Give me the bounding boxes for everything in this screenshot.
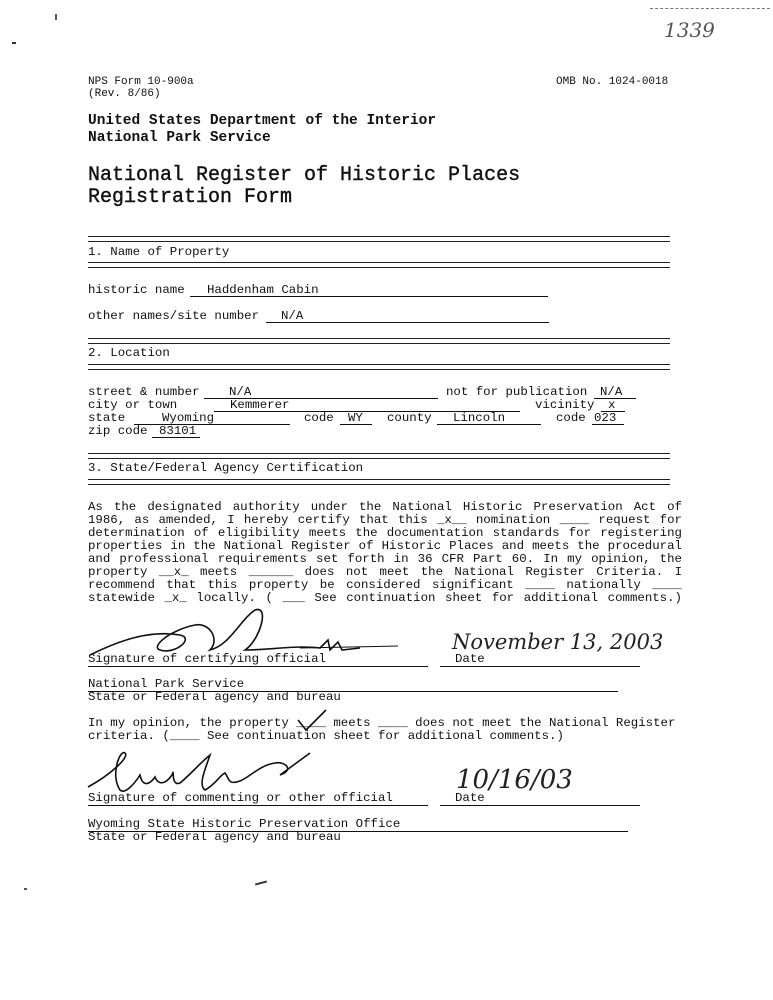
handwritten-file-number: 1339 bbox=[664, 18, 715, 42]
date2-handwritten: 10/16/03 bbox=[456, 765, 573, 795]
form-number: NPS Form 10-900a bbox=[88, 76, 194, 88]
historic-name-field[interactable]: Haddenham Cabin bbox=[190, 284, 548, 297]
date1-label: Date bbox=[455, 652, 485, 666]
city-label: city or town bbox=[88, 398, 178, 412]
vicinity-label: vicinity bbox=[535, 398, 595, 412]
page-title: National Register of Historic Places bbox=[88, 164, 521, 187]
agency1-label: State or Federal agency and bureau bbox=[88, 690, 341, 704]
opinion-line-1: In my opinion, the property ____ meets ____ does not meet the National Register bbox=[88, 716, 676, 730]
certification-line: determination of eligibility meets the documentation standards for registering bbox=[88, 526, 682, 540]
checkmark bbox=[292, 708, 332, 734]
county-field[interactable]: Lincoln bbox=[437, 412, 541, 425]
scan-speck bbox=[55, 14, 57, 20]
certification-line: properties in the National Register of Historic Places and meets the procedural bbox=[88, 539, 682, 553]
agency-department: United States Department of the Interior bbox=[88, 113, 437, 129]
scan-speck bbox=[24, 888, 27, 890]
not-for-publication-field[interactable]: N/A bbox=[594, 386, 636, 399]
historic-name-label: historic name bbox=[88, 283, 185, 297]
state-code-label: code bbox=[304, 411, 334, 425]
certification-line: and professional requirements set forth in 36 CFR Part 60. In my opinion, the bbox=[88, 552, 682, 566]
date2-label: Date bbox=[455, 791, 485, 805]
street-field[interactable]: N/A bbox=[204, 386, 438, 399]
date1-handwritten: November 13, 2003 bbox=[452, 630, 664, 654]
scan-speck bbox=[12, 42, 16, 44]
form-revision: (Rev. 8/86) bbox=[88, 88, 161, 100]
section1-heading: 1. Name of Property bbox=[88, 245, 230, 259]
section3-heading: 3. State/Federal Agency Certification bbox=[88, 461, 364, 475]
omb-number: OMB No. 1024-0018 bbox=[556, 76, 669, 88]
section-rule bbox=[88, 479, 670, 485]
agency2-label: State or Federal agency and bureau bbox=[88, 830, 341, 844]
state-field[interactable]: Wyoming bbox=[134, 412, 290, 425]
city-field[interactable]: Kemmerer bbox=[214, 399, 520, 412]
other-names-field[interactable]: N/A bbox=[266, 310, 549, 323]
agency-service: National Park Service bbox=[88, 130, 271, 146]
scan-mark bbox=[650, 8, 770, 10]
section-rule bbox=[88, 236, 670, 242]
county-code-label: code bbox=[556, 411, 586, 425]
section-rule bbox=[88, 262, 670, 268]
other-names-label: other names/site number bbox=[88, 309, 260, 323]
page-subtitle: Registration Form bbox=[88, 186, 293, 209]
zip-field[interactable]: 83101 bbox=[152, 425, 200, 438]
street-label: street & number bbox=[88, 385, 200, 399]
certification-line: statewide _x_ locally. ( ___ See continuation sheet for additional comments.) bbox=[88, 591, 682, 605]
county-code-field[interactable]: 023 bbox=[592, 412, 624, 425]
vicinity-field[interactable]: x bbox=[601, 399, 625, 412]
signature2-label: Signature of commenting or other official bbox=[88, 791, 393, 805]
agency2-value[interactable]: Wyoming State Historic Preservation Office bbox=[88, 817, 401, 831]
section-rule bbox=[88, 364, 670, 370]
state-label: state bbox=[88, 411, 126, 425]
section-rule bbox=[88, 338, 670, 344]
section2-heading: 2. Location bbox=[88, 346, 170, 360]
signature1-label: Signature of certifying official bbox=[88, 652, 326, 666]
not-for-publication-label: not for publication bbox=[446, 385, 588, 399]
scan-speck bbox=[255, 880, 267, 885]
county-label: county bbox=[387, 411, 432, 425]
certification-line: 1986, as amended, I hereby certify that this _x__ nomination ____ request for bbox=[88, 513, 682, 527]
certification-paragraph bbox=[88, 501, 682, 605]
agency1-value[interactable]: National Park Service bbox=[88, 677, 245, 691]
certification-line: recommend that this property be considered significant ____ nationally ____ bbox=[88, 578, 682, 592]
zip-label: zip code bbox=[88, 424, 148, 438]
state-code-field[interactable]: WY bbox=[340, 412, 372, 425]
certification-line: As the designated authority under the National Historic Preservation Act of bbox=[88, 500, 682, 514]
opinion-line-2: criteria. (____ See continuation sheet for additional comments.) bbox=[88, 729, 564, 743]
certification-line: property __x_ meets ______ does not meet the National Register Criteria. I bbox=[88, 565, 682, 579]
section-rule bbox=[88, 453, 670, 459]
